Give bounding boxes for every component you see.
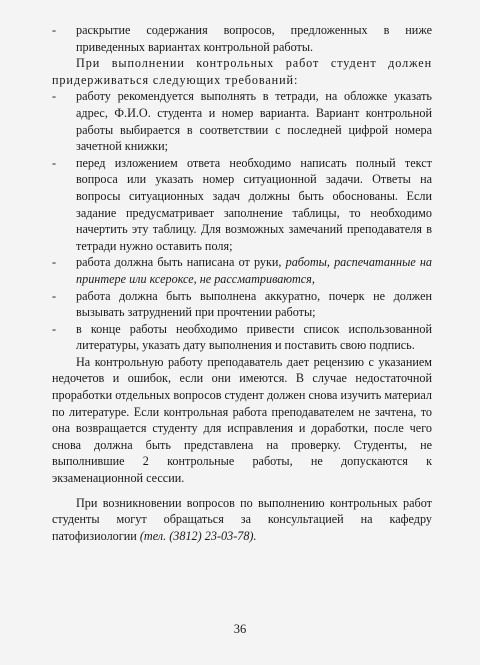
page-number: 36 xyxy=(233,622,247,636)
consult-text: При возникновении вопросов по выполнению контрольных работ студенты могут обращаться за консультацией на кафедру патофизиологии xyxy=(52,495,432,543)
requirement-item-1 xyxy=(52,88,432,154)
intro-bullet xyxy=(52,22,432,55)
requirement-item-3 xyxy=(52,254,432,287)
requirements-intro: При выполнении контрольных работ студент должен придерживаться следующих требований: xyxy=(52,56,432,87)
bullet-dash: - xyxy=(52,288,57,303)
consult-phone: (тел. (3812) 23-03-78). xyxy=(139,528,257,543)
bullet-text: в конце работы необходимо привести список использованной литературы, указать дату выполнения и поставить свою подпись. xyxy=(76,321,432,353)
requirement-item-2 xyxy=(52,155,432,255)
bullet-dash: - xyxy=(52,155,57,170)
bullet-text: работа должна быть выполнена аккуратно, почерк не должен вызывать затруднений при прочтении работы; xyxy=(76,288,432,320)
review-paragraph: На контрольную работу преподаватель дает рецензию с указанием недочетов и ошибок, если они имеются. В случае недостаточной проработки отдельных вопросов студент должен снова изучить материал по литературе. Если контрольная работа преподавателем не зачтена, то она возвращается студенту для исправления и доработки, после чего снова должна быть представлена на проверку. Студенты, не выполнившие 2 контрольные работы, не допускаются к экзаменационной сессии. xyxy=(52,354,432,486)
bullet-dash: - xyxy=(52,23,57,37)
bullet-text: раскрытие содержания вопросов, предложенных в ниже приведенных вариантах контрольной работы. xyxy=(76,23,432,54)
requirement-item-4 xyxy=(52,288,432,321)
bullet-dash: - xyxy=(52,255,57,270)
bullet-text: работу рекомендуется выполнять в тетради, на обложке указать адрес, Ф.И.О. студента и номер варианта. Вариант контрольной работы выбирается в соответствии с последней цифрой номера зачетной книжки; xyxy=(76,89,432,154)
paragraph-spacer xyxy=(52,487,432,495)
consult-paragraph xyxy=(52,495,432,545)
requirement-item-5 xyxy=(52,321,432,354)
bullet-text: работа должна быть написана от руки, xyxy=(76,255,282,270)
page-content xyxy=(52,22,432,544)
bullet-dash: - xyxy=(52,321,57,336)
bullet-dash: - xyxy=(52,89,57,104)
bullet-italic-text: работы, распечатанные на принтере или ксероксе, не рассматриваются, xyxy=(76,255,432,286)
bullet-text: перед изложением ответа необходимо написать полный текст вопроса или указать номер ситуационной задачи. Ответы на вопросы ситуационных задач должны быть обоснованы. Если задание предусматривает заполнение таблицы, то необходимо начертить эту таблицу. Для возможных замечаний преподавателя в тетради нужно оставить поля; xyxy=(76,155,432,253)
